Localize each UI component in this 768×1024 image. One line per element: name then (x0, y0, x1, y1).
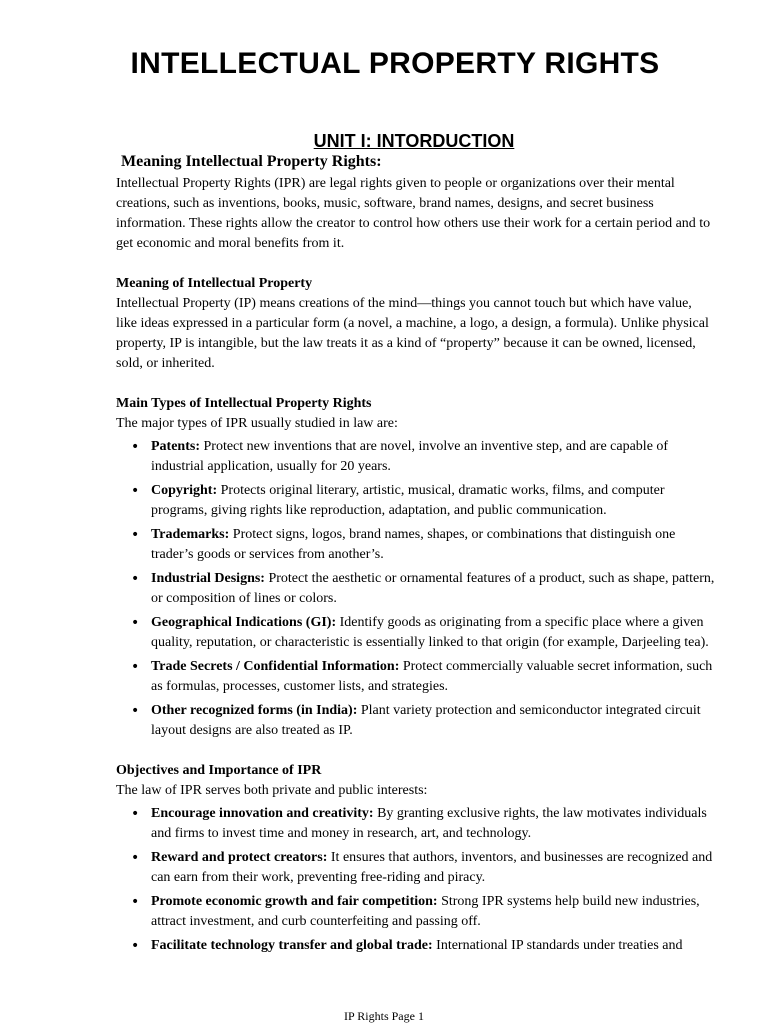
document-body (116, 174, 716, 960)
list-item-term: Reward and protect creators: (151, 850, 328, 865)
list-item-text: Strong IPR systems help build new industries, attract investment, and curb counterfeiting and passing off. (151, 894, 700, 929)
list-item-term: Trade Secrets / Confidential Information: (151, 659, 400, 674)
objectives-intro: The law of IPR serves both private and public interests: (116, 783, 428, 798)
list-item-term: Other recognized forms (in India): (151, 703, 358, 718)
list-item (116, 892, 716, 932)
types-list (116, 437, 716, 741)
list-item (116, 437, 716, 477)
list-item (116, 481, 716, 521)
objectives-list (116, 804, 716, 956)
list-item-text: Protect commercially valuable secret information, such as formulas, processes, customer lists, and strategies. (151, 659, 713, 694)
list-item-text: Protect new inventions that are novel, involve an inventive step, and are capable of industrial application, usually for 20 years. (151, 439, 669, 474)
list-item (116, 569, 716, 609)
list-item-term: Trademarks: (151, 527, 230, 542)
list-item-term: Promote economic growth and fair competition: (151, 894, 438, 909)
meaning-ip-heading: Meaning of Intellectual Property (116, 276, 313, 291)
list-item (116, 657, 716, 697)
list-item-text: Plant variety protection and semiconductor integrated circuit layout designs are also treated as IP. (151, 703, 701, 738)
types-intro: The major types of IPR usually studied in law are: (116, 416, 398, 431)
list-item-text: It ensures that authors, inventors, and businesses are recognized and can earn from their work, preventing free-riding and piracy. (151, 850, 713, 885)
list-item-term: Industrial Designs: (151, 571, 265, 586)
list-item-text: Protects original literary, artistic, musical, dramatic works, films, and computer programs, giving rights like reproduction, adaptation, and public communication. (151, 483, 665, 518)
meaning-ip-paragraph: Intellectual Property (IP) means creations of the mind—things you cannot touch but which have value, like ideas expressed in a particular form (a novel, a machine, a logo, a design, a formula). Unlike physical property, IP is intangible, but the law treats it as a kind of “property” because it can be owned, licensed, sold, or inherited. (116, 296, 709, 371)
types-heading: Main Types of Intellectual Property Rights (116, 396, 372, 411)
document-title: INTELLECTUAL PROPERTY RIGHTS (130, 47, 660, 80)
list-item-term: Geographical Indications (GI): (151, 615, 337, 630)
list-item-term: Copyright: (151, 483, 218, 498)
meaning-ipr-paragraph: Intellectual Property Rights (IPR) are legal rights given to people or organizations over their mental creations, such as inventions, books, music, software, brand names, designs, and secret business information. These rights allow the creator to control how others use their work for a certain period and to get economic and moral benefits from it. (116, 176, 711, 251)
objectives-heading: Objectives and Importance of IPR (116, 763, 322, 778)
list-item (116, 525, 716, 565)
list-item (116, 701, 716, 741)
list-item (116, 848, 716, 888)
unit-heading: UNIT I: INTORDUCTION (313, 131, 515, 151)
meaning-ipr-heading: Meaning Intellectual Property Rights: (121, 153, 382, 170)
list-item-text: By granting exclusive rights, the law motivates individuals and firms to invest time and money in research, art, and technology. (151, 806, 707, 841)
page-footer: IP Rights Page 1 (344, 1009, 424, 1023)
list-item (116, 936, 716, 956)
list-item-text: Protect signs, logos, brand names, shapes, or combinations that distinguish one trader’s goods or services from another’s. (151, 527, 676, 562)
list-item-text: Protect the aesthetic or ornamental features of a product, such as shape, pattern, or composition of lines or colors. (151, 571, 715, 606)
list-item-term: Facilitate technology transfer and global trade: (151, 938, 433, 953)
list-item-text: International IP standards under treaties and (432, 938, 683, 953)
list-item-term: Patents: (151, 439, 200, 454)
list-item-text: Identify goods as originating from a specific place where a given quality, reputation, or characteristic is essentially linked to that origin (for example, Darjeeling tea). (151, 615, 709, 650)
list-item (116, 804, 716, 844)
list-item (116, 613, 716, 653)
list-item-term: Encourage innovation and creativity: (151, 806, 374, 821)
